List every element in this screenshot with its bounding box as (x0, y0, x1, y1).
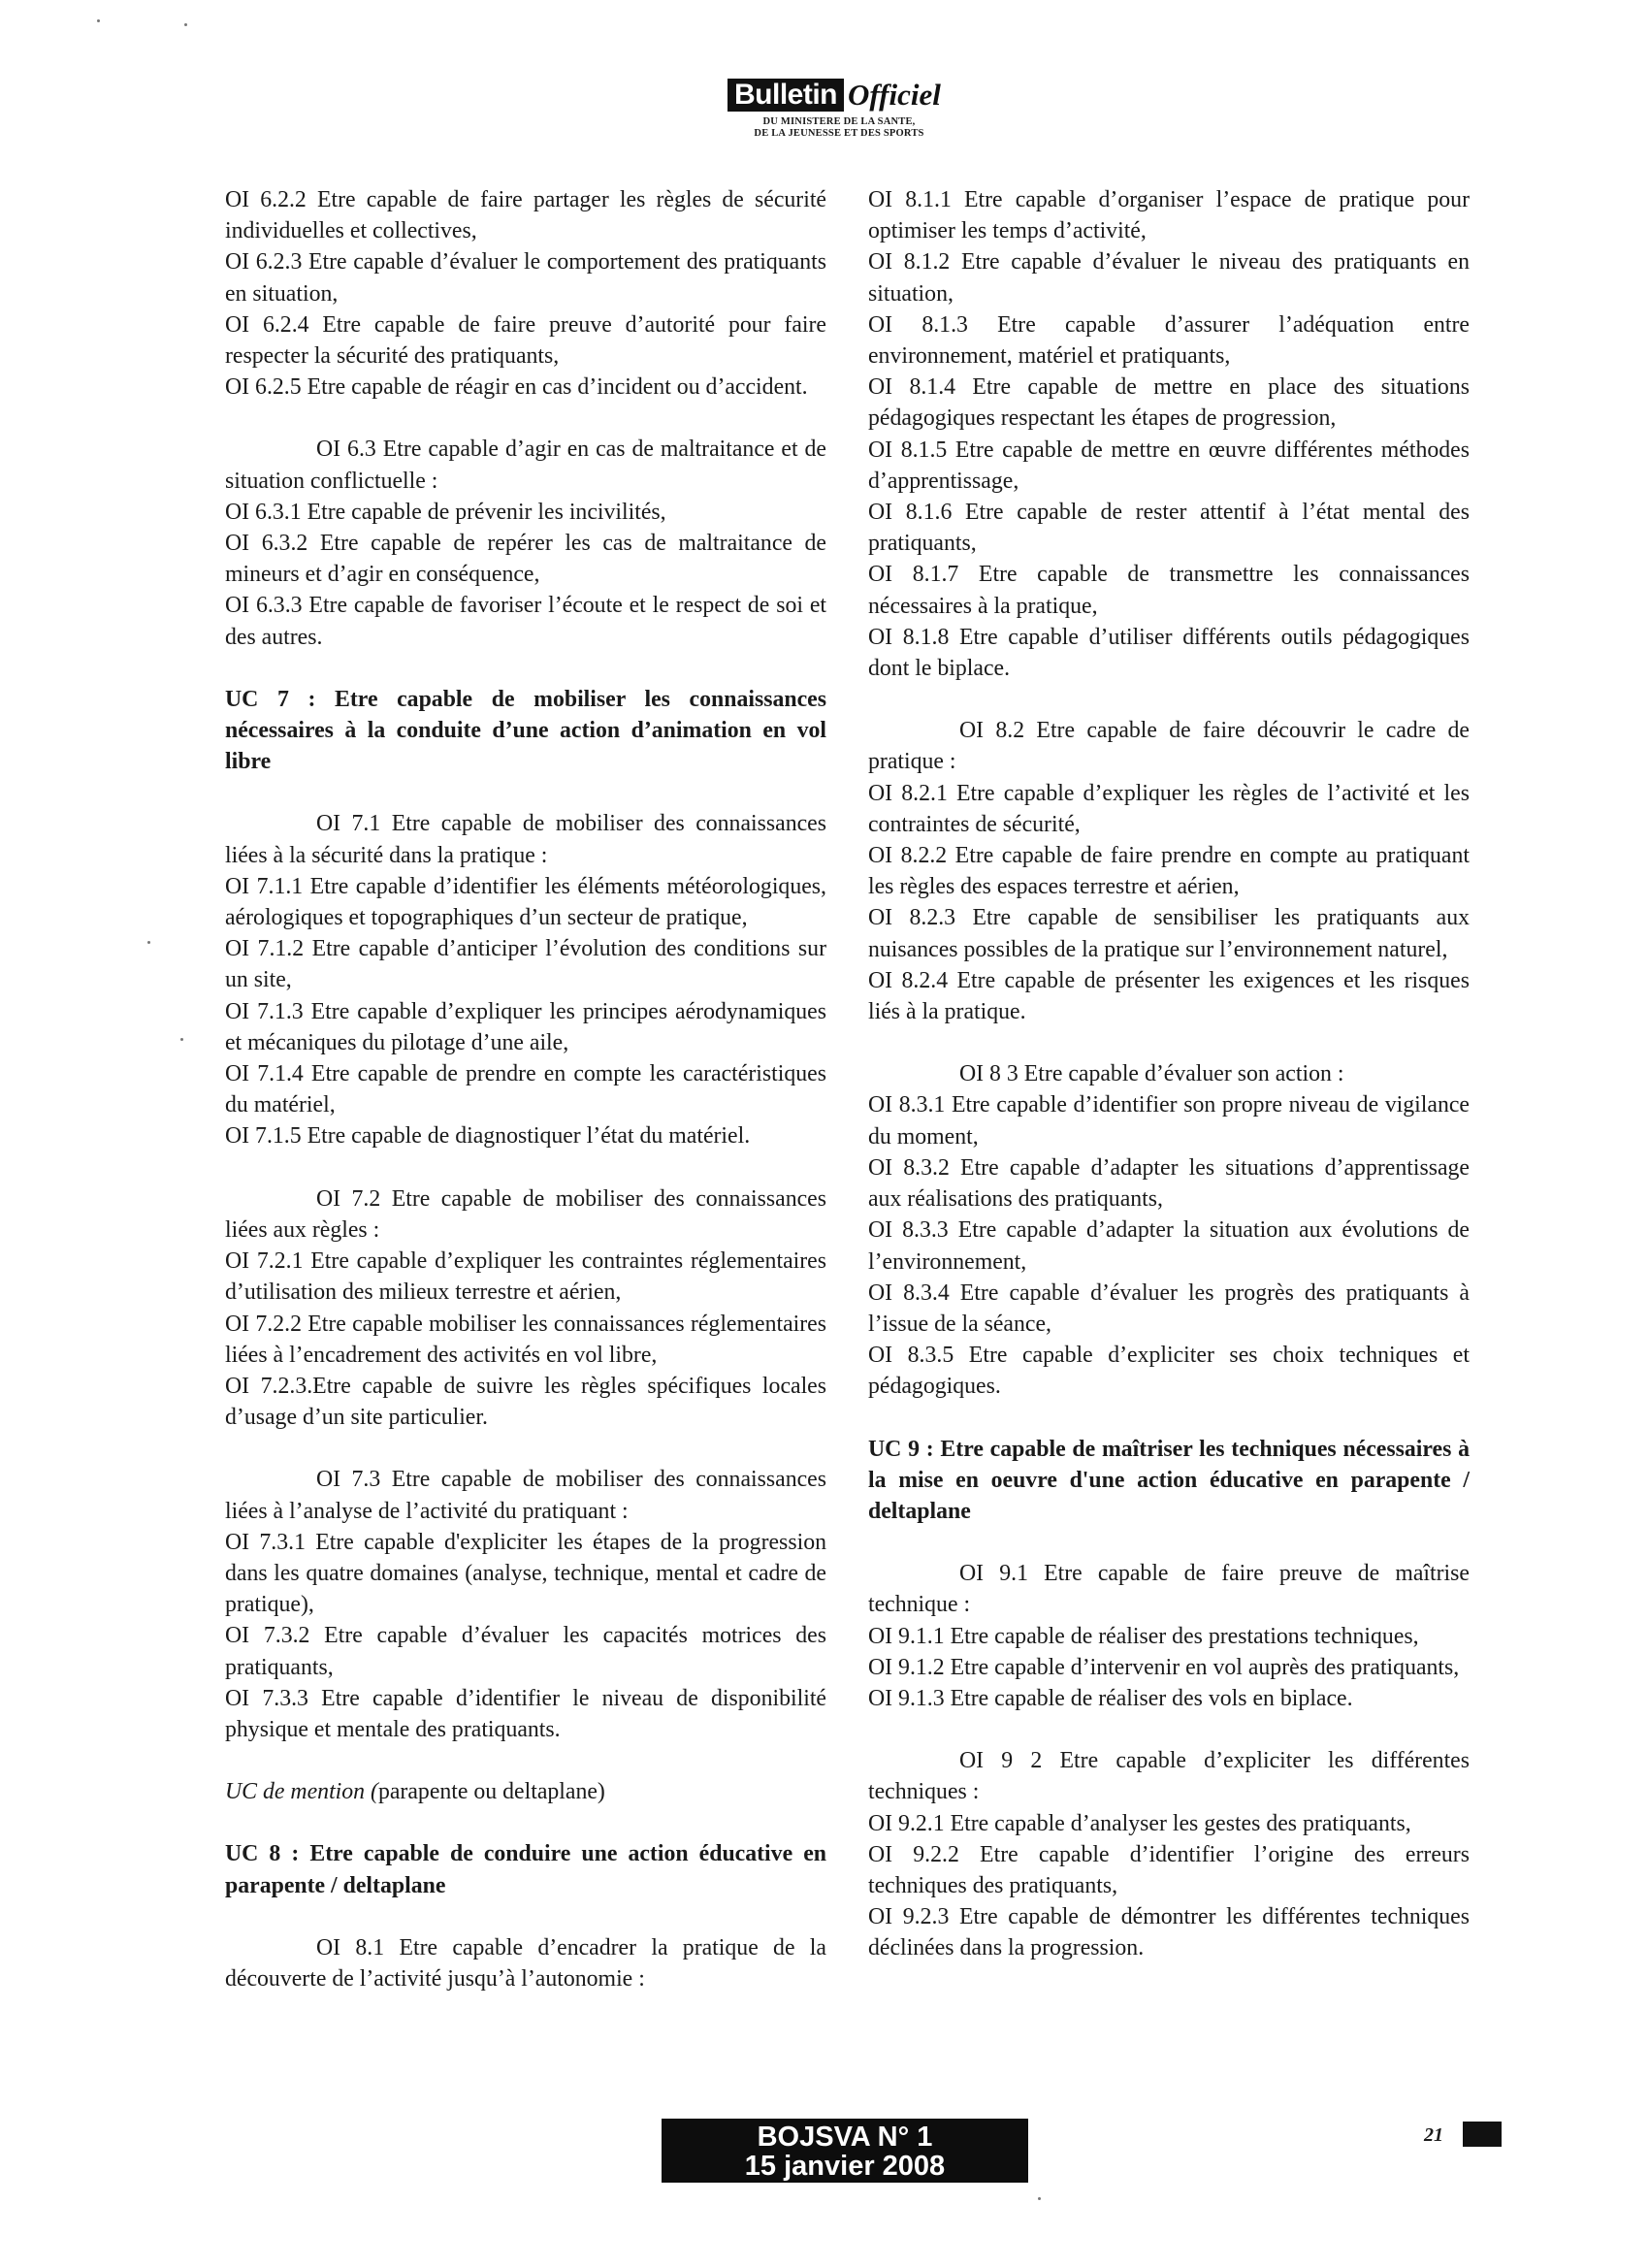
objective-item: OI 8.2.2 Etre capable de faire prendre en compte au pratiquant les règles des espaces terrestre et aérien, (868, 843, 1470, 900)
objective-item: OI 8.1.1 Etre capable d’organiser l’espace de pratique pour optimiser les temps d’activité, (868, 187, 1470, 244)
footer-issue-date: 15 janvier 2008 (744, 2151, 946, 2182)
objective-item: OI 7.1.3 Etre capable d’expliquer les principes aérodynamiques et mécaniques du pilotage d’une aile, (225, 998, 826, 1055)
scan-speck (184, 23, 187, 26)
footer-issue-number: BOJSVA N° 1 (757, 2122, 933, 2153)
objective-item: OI 9.2.2 Etre capable d’identifier l’origine des erreurs techniques des pratiquants, (868, 1841, 1470, 1898)
scan-speck (147, 941, 150, 944)
paragraph-gap (225, 1901, 826, 1932)
paragraph-gap (225, 1152, 826, 1183)
objective-intro: OI 6.3 Etre capable d’agir en cas de maltraitance et de situation conflictuelle : (225, 437, 826, 494)
objective-item: OI 8.1.4 Etre capable de mettre en place des situations pédagogiques respectant les étapes de progression, (868, 374, 1470, 432)
objective-intro: OI 9 2 Etre capable d’expliciter les différentes techniques : (868, 1748, 1470, 1805)
objective-item: OI 8.3.1 Etre capable d’identifier son propre niveau de vigilance du moment, (868, 1092, 1470, 1150)
objective-intro: OI 8.1 Etre capable d’encadrer la pratique de la découverte de l’activité jusqu’à l’autonomie : (225, 1934, 826, 1992)
objective-item: OI 9.1.3 Etre capable de réaliser des vols en biplace. (868, 1685, 1353, 1711)
objective-item: OI 7.3.2 Etre capable d’évaluer les capacités motrices des pratiquants, (225, 1623, 826, 1680)
objective-item: OI 8.1.2 Etre capable d’évaluer le niveau des pratiquants en situation, (868, 249, 1470, 307)
objective-item: OI 8.3.4 Etre capable d’évaluer les progrès des pratiquants à l’issue de la séance, (868, 1280, 1470, 1337)
objective-item: OI 6.3.3 Etre capable de favoriser l’écoute et le respect de soi et des autres. (225, 593, 826, 650)
left-column (225, 184, 826, 1994)
objective-item: OI 6.3.1 Etre capable de prévenir les incivilités, (225, 499, 666, 525)
objective-item: OI 9.1.2 Etre capable d’intervenir en vol auprès des pratiquants, (868, 1654, 1460, 1680)
page-number: 21 (1424, 2124, 1443, 2146)
objective-item: OI 6.2.5 Etre capable de réagir en cas d’incident ou d’accident. (225, 374, 808, 401)
paragraph-gap (868, 1714, 1470, 1745)
objective-item: OI 8.3.3 Etre capable d’adapter la situation aux évolutions de l’environnement, (868, 1217, 1470, 1275)
right-column (868, 184, 1470, 1964)
footer-issue-box (662, 2119, 1028, 2183)
paragraph-gap (868, 1027, 1470, 1058)
objective-item: OI 7.2.2 Etre capable mobiliser les connaissances réglementaires liées à l’encadrement des activités en vol libre, (225, 1311, 826, 1368)
objective-intro: OI 7.2 Etre capable de mobiliser des connaissances liées aux règles : (225, 1185, 826, 1243)
objective-item: OI 8.2.4 Etre capable de présenter les exigences et les risques liés à la pratique. (868, 967, 1470, 1025)
objective-item: OI 8.1.5 Etre capable de mettre en œuvre différentes méthodes d’apprentissage, (868, 437, 1470, 494)
objective-item: OI 8.3.5 Etre capable d’expliciter ses choix techniques et pédagogiques. (868, 1343, 1470, 1400)
paragraph-gap (225, 777, 826, 808)
objective-item: OI 7.1.2 Etre capable d’anticiper l’évolution des conditions sur un site, (225, 936, 826, 993)
objective-item: OI 9.2.3 Etre capable de démontrer les différentes techniques déclinées dans la progression. (868, 1904, 1470, 1961)
masthead-subtitle (728, 116, 951, 140)
mention-heading-italic: UC de mention ( (225, 1779, 378, 1805)
mention-heading (225, 1776, 826, 1807)
paragraph-gap (225, 1807, 826, 1838)
objective-item: OI 7.1.4 Etre capable de prendre en compte les caractéristiques du matériel, (225, 1061, 826, 1118)
scan-speck (180, 1038, 183, 1041)
paragraph-gap (225, 653, 826, 684)
objective-item: OI 8.1.6 Etre capable de rester attentif à l’état mental des pratiquants, (868, 500, 1470, 557)
scan-speck (1038, 2197, 1041, 2200)
objective-intro: OI 9.1 Etre capable de faire preuve de maîtrise technique : (868, 1561, 1470, 1618)
objective-intro: OI 7.1 Etre capable de mobiliser des connaissances liées à la sécurité dans la pratique : (225, 811, 826, 868)
objective-item: OI 6.2.2 Etre capable de faire partager les règles de sécurité individuelles et collectives, (225, 187, 826, 244)
objective-item: OI 9.2.1 Etre capable d’analyser les gestes des pratiquants, (868, 1810, 1411, 1836)
objective-item: OI 8.3.2 Etre capable d’adapter les situations d’apprentissage aux réalisations des pratiquants, (868, 1154, 1470, 1213)
objective-item: OI 7.2.3.Etre capable de suivre les règles spécifiques locales d’usage d’un site particulier. (225, 1373, 826, 1431)
paragraph-gap (868, 1527, 1470, 1558)
objective-item: OI 7.2.1 Etre capable d’expliquer les contraintes réglementaires d’utilisation des milieux terrestre et aérien, (225, 1248, 826, 1306)
objective-item: OI 6.2.3 Etre capable d’évaluer le comportement des pratiquants en situation, (225, 249, 826, 307)
paragraph-gap (225, 1745, 826, 1776)
objective-item: OI 7.1.1 Etre capable d’identifier les éléments météorologiques, aérologiques et topographiques d’un secteur de pratique, (225, 873, 826, 931)
masthead-brand-italic: Officiel (848, 78, 941, 112)
paragraph-gap (868, 1403, 1470, 1434)
uc-heading: UC 9 : Etre capable de maîtriser les techniques nécessaires à la mise en oeuvre d'une action éducative en parapente / deltaplane (868, 1436, 1470, 1524)
paragraph-gap (225, 1433, 826, 1464)
paragraph-gap (868, 684, 1470, 715)
masthead (728, 78, 980, 165)
objective-item: OI 6.2.4 Etre capable de faire preuve d’autorité pour faire respecter la sécurité des pratiquants, (225, 311, 826, 370)
scan-speck (97, 19, 100, 22)
masthead-subtitle-line1: DU MINISTERE DE LA SANTE, (762, 116, 916, 127)
objective-item: OI 8.2.1 Etre capable d’expliquer les règles de l’activité et les contraintes de sécurité, (868, 780, 1470, 837)
masthead-brand-box: Bulletin (728, 79, 844, 112)
uc-heading: UC 7 : Etre capable de mobiliser les connaissances nécessaires à la conduite d’une action d’animation en vol libre (225, 686, 826, 775)
objective-intro: OI 8.2 Etre capable de faire découvrir le cadre de pratique : (868, 718, 1470, 775)
objective-item: OI 7.1.5 Etre capable de diagnostiquer l’état du matériel. (225, 1123, 751, 1150)
objective-item: OI 8.1.8 Etre capable d’utiliser différents outils pédagogiques dont le biplace. (868, 624, 1470, 682)
objective-item: OI 8.2.3 Etre capable de sensibiliser les pratiquants aux nuisances possibles de la pratique sur l’environnement naturel, (868, 905, 1470, 962)
masthead-logo (728, 78, 980, 113)
objective-item: OI 7.3.1 Etre capable d'expliciter les étapes de la progression dans les quatre domaines (analyse, technique, mental et cadre de pratique), (225, 1529, 826, 1618)
objective-item: OI 8.1.3 Etre capable d’assurer l’adéquation entre environnement, matériel et pratiquants, (868, 311, 1470, 370)
uc-heading: UC 8 : Etre capable de conduire une action éducative en parapente / deltaplane (225, 1841, 826, 1898)
page-number-bar (1463, 2122, 1502, 2147)
objective-item: OI 8.1.7 Etre capable de transmettre les connaissances nécessaires à la pratique, (868, 562, 1470, 619)
objective-intro: OI 7.3 Etre capable de mobiliser des connaissances liées à l’analyse de l’activité du pratiquant : (225, 1467, 826, 1524)
objective-item: OI 9.1.1 Etre capable de réaliser des prestations techniques, (868, 1623, 1419, 1649)
paragraph-gap (225, 403, 826, 434)
objective-intro: OI 8 3 Etre capable d’évaluer son action : (959, 1061, 1344, 1087)
masthead-subtitle-line2: DE LA JEUNESSE ET DES SPORTS (754, 128, 924, 139)
mention-heading-plain: parapente ou deltaplane) (377, 1779, 605, 1805)
objective-item: OI 6.3.2 Etre capable de repérer les cas de maltraitance de mineurs et d’agir en conséquence, (225, 531, 826, 588)
objective-item: OI 7.3.3 Etre capable d’identifier le niveau de disponibilité physique et mentale des pratiquants. (225, 1685, 826, 1742)
